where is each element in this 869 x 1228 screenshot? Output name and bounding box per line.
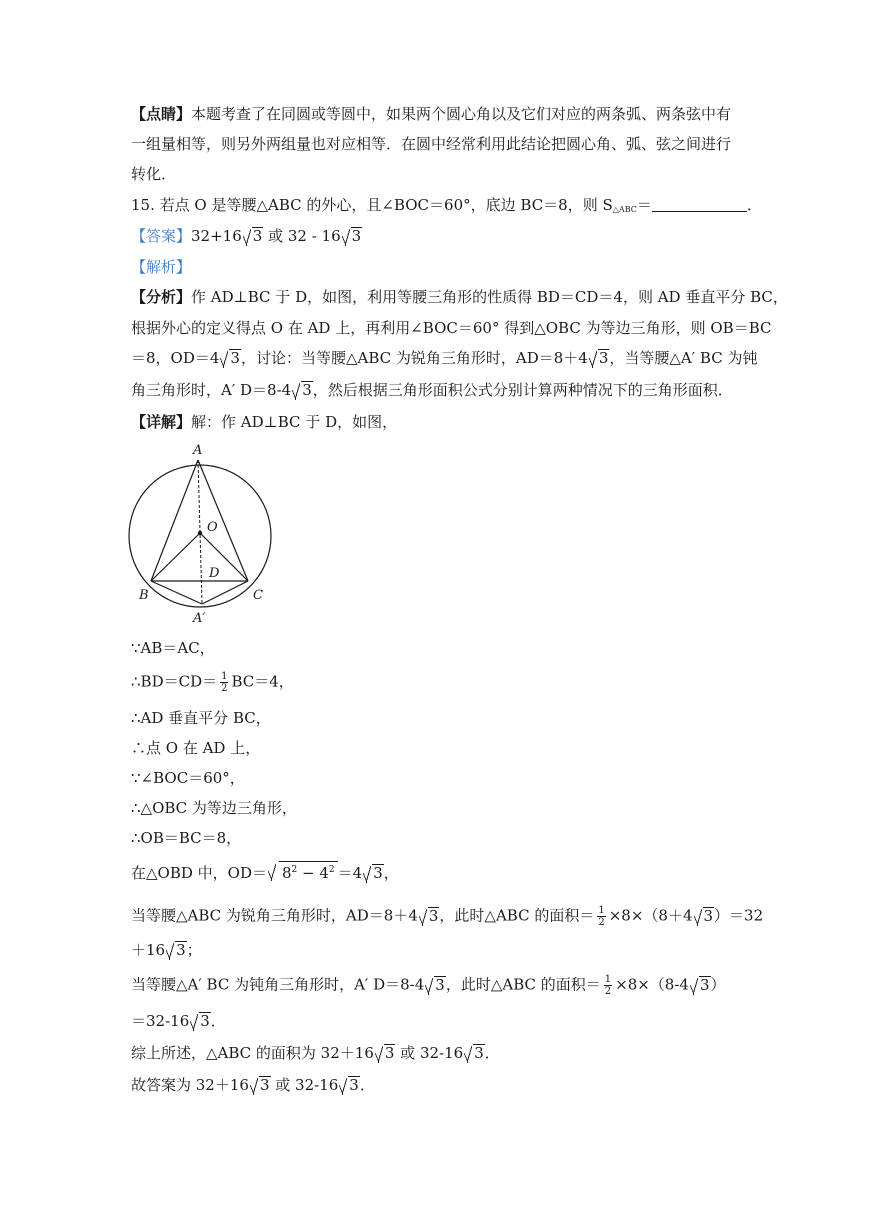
sqrt-symbol: 3: [190, 1011, 211, 1031]
comment-line-1: 【点睛】本题考查了在同圆或等圆中，如果两个圆心角以及它们对应的两条弧、两条弦中有: [131, 105, 732, 123]
answer-line: 【答案】32+16 3 或 32 - 16 3: [131, 227, 362, 245]
sqrt-symbol: 3: [419, 906, 440, 926]
step-11: 当等腰△A′ BC 为钝角三角形时，A′ D＝8-4 3，此时△ABC 的面积＝ $\frac{1}{2}$ ×8×（8-4 3）: [131, 974, 726, 997]
analysis-line-4: 角三角形时，A′ D＝8-4 3，然后根据三角形面积公式分别计算两种情况下的三角形面积．: [131, 381, 733, 399]
label-O: O: [207, 520, 218, 535]
circle-triangle-figure: [127, 441, 277, 626]
segment-A2B: [151, 581, 202, 604]
step-7: ∴OB＝BC＝8，: [131, 829, 242, 847]
label-B: B: [139, 588, 149, 603]
analysis-line-1: 【分析】作 AD⊥BC 于 D，如图，利用等腰三角形的性质得 BD＝CD＝4，则 AD 垂直平分 BC，: [131, 288, 788, 306]
step-2: ∴BD＝CD＝ $\frac{1}{2}$ BC＝4，: [131, 671, 294, 694]
analysis-line-2: 根据外心的定义得点 O 在 AD 上，再利用∠BOC＝60° 得到△OBC 为等边三角形，则 OB＝BC: [131, 319, 772, 337]
fraction-one-half: $\frac{1}{2}$: [221, 671, 228, 694]
step-14: 故答案为 32＋16 3 或 32-16 3．: [131, 1076, 375, 1094]
answer-blank: [652, 197, 747, 212]
question-number: 15.: [131, 196, 155, 214]
step-13: 综上所述，△ABC 的面积为 32＋16 3 或 32-16 3．: [131, 1044, 500, 1062]
analysis-tag: 【解析】: [131, 258, 192, 276]
label-A: A: [193, 443, 203, 458]
sqrt-symbol: 3: [342, 226, 363, 246]
question-text: 若点 O 是等腰△ABC 的外心，且∠BOC＝60°，底边 BC＝8，则 S: [159, 196, 613, 214]
sqrt-symbol: $8^2 - 4^2$: [268, 861, 338, 883]
segment-OC: [200, 533, 248, 581]
analysis-line-3: ＝8，OD＝4 3，讨论：当等腰△ABC 为锐角三角形时，AD＝8＋4 3，当等腰△A′ BC 为钝: [131, 349, 758, 367]
sqrt-symbol: 3: [339, 1075, 360, 1095]
comment-line-3: 转化．: [131, 165, 177, 183]
sqrt-symbol: 3: [375, 1043, 396, 1063]
detail-tag: 【详解】: [131, 413, 192, 431]
fraction-one-half: $\frac{1}{2}$: [604, 974, 612, 997]
comment-line-2: 一组量相等，则另外两组量也对应相等．在圆中经常利用此结论把圆心角、弧、弦之间进行: [131, 135, 732, 153]
sqrt-symbol: 3: [694, 906, 715, 926]
sqrt-symbol: 3: [292, 380, 313, 400]
sqrt-symbol: 3: [166, 940, 187, 960]
step-5: ∵∠BOC＝60°，: [131, 769, 245, 787]
step-10: ＋16 3；: [131, 941, 202, 959]
sqrt-symbol: 3: [425, 975, 446, 995]
sqrt-symbol: 3: [243, 226, 264, 246]
step-6: ∴△OBC 为等边三角形，: [131, 799, 297, 817]
sqrt-symbol: 3: [220, 348, 241, 368]
label-A-prime: A′: [193, 611, 206, 626]
label-D: D: [209, 566, 220, 581]
question-15: 15. 若点 O 是等腰△ABC 的外心，且∠BOC＝60°，底边 BC＝8，则 $S_{\triangle ABC}=$ ．: [131, 196, 762, 214]
fraction-one-half: $\frac{1}{2}$: [598, 905, 605, 928]
step-8: 在△OBD 中，$OD= 8^2 - 4^2 =4$ 3，: [131, 861, 399, 883]
sqrt-symbol: 3: [250, 1075, 271, 1095]
sqrt-symbol: 3: [464, 1043, 485, 1063]
step-9: 当等腰△ABC 为锐角三角形时，AD＝8＋4 3，此时△ABC 的面积＝ $\frac{1}{2}$ ×8×（8＋4 3）＝32: [131, 905, 764, 928]
center-point-O: [198, 531, 202, 535]
step-12: ＝32-16 3．: [131, 1012, 226, 1030]
segment-OB: [151, 533, 200, 581]
segment-A2C: [202, 581, 248, 604]
step-1: ∵AB＝AC，: [131, 639, 215, 657]
sqrt-symbol: 3: [363, 863, 384, 883]
answer-tag: 【答案】: [131, 227, 192, 245]
label-C: C: [253, 588, 263, 603]
step-4: ∴点 O 在 AD 上，: [131, 739, 261, 757]
fenxi-tag: 【分析】: [131, 288, 192, 306]
comment-tag: 【点睛】: [131, 105, 192, 123]
sqrt-symbol: 3: [589, 348, 610, 368]
sqrt-symbol: 3: [690, 975, 711, 995]
detail-line: 【详解】解：作 AD⊥BC 于 D，如图，: [131, 413, 398, 431]
step-3: ∴AD 垂直平分 BC，: [131, 709, 271, 727]
